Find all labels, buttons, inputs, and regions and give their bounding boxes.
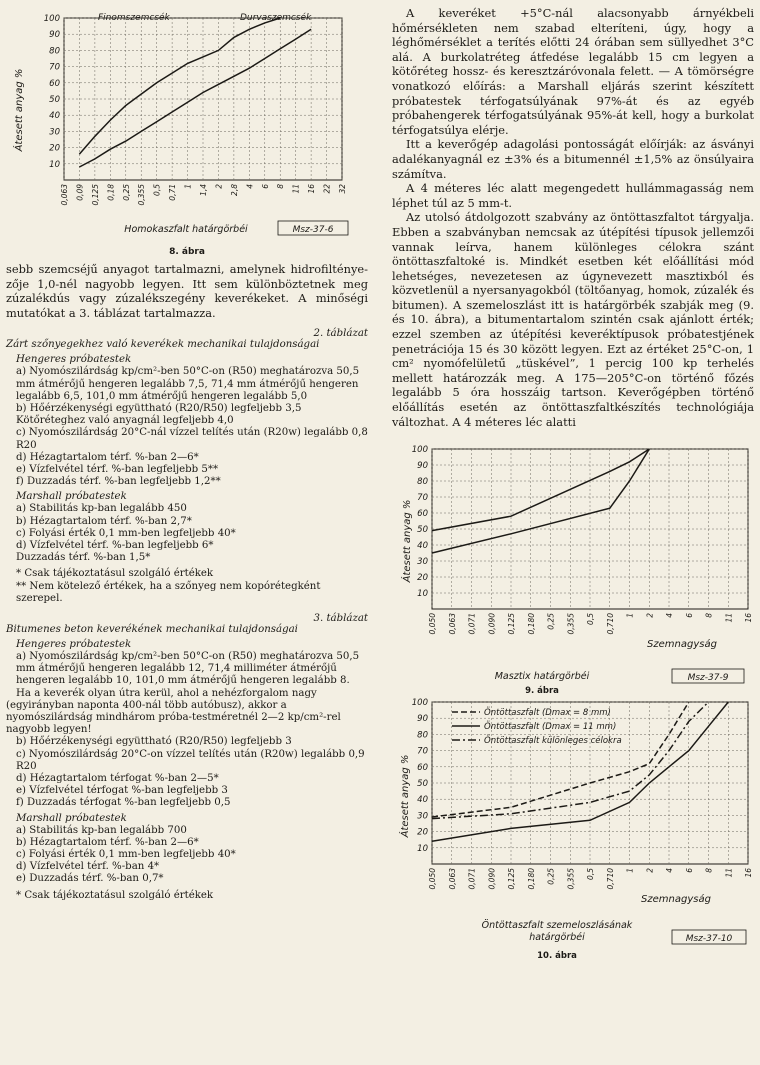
y-tick-label: 20 xyxy=(417,573,428,584)
fig10-legend xyxy=(452,707,622,746)
right-paragraph-2: Itt a keverőgép adagolási pontosságát előírják: az ásványi adalékanyagnál ez ±3% és a bitumennél ±1,5% az önsúlyaira számítva. xyxy=(392,137,754,181)
y-tick-label: 50 xyxy=(417,525,428,536)
series-line-2 xyxy=(79,29,311,167)
y-tick-label: 60 xyxy=(417,509,428,520)
right-column xyxy=(392,0,754,964)
x-tick-label: 11 xyxy=(724,868,734,878)
fig9-series xyxy=(432,449,649,553)
y-tick-label: 30 xyxy=(417,557,428,568)
fig8-label-fine: Finomszemcsék xyxy=(98,13,170,23)
y-tick-label: 100 xyxy=(43,14,60,24)
x-tick-label: 0,355 xyxy=(566,613,576,635)
x-tick-label: 0,5 xyxy=(152,184,162,196)
table-2-item: d) Vízfelvétel térf. %-ban legfeljebb 6* xyxy=(16,540,214,552)
y-tick-label: 70 xyxy=(417,493,428,504)
fig10-legend-3: Öntöttaszfalt különleges célokra xyxy=(484,736,622,747)
table-2-note: * Csak tájékoztatásul szolgáló értékek xyxy=(16,568,214,580)
y-tick-label: 20 xyxy=(49,143,60,154)
x-tick-label: 0,355 xyxy=(566,868,576,890)
fig10-subtitle-2: határgörbéi xyxy=(529,932,585,944)
x-tick-label: 8 xyxy=(704,868,714,873)
x-tick-label: 1 xyxy=(625,868,635,873)
fig10-ylabel: Átesett anyag % xyxy=(400,754,411,838)
table-3-note: * Csak tájékoztatásul szolgáló értékek xyxy=(16,889,214,901)
fig10-y-ticks xyxy=(412,698,428,854)
x-tick-label: 0,71 xyxy=(168,184,178,201)
table-3-item: Ha a keverék olyan útra kerül, ahol a nehézforgalom nagy (egyirányban naponta 400-nál több autóbusz), akkor a nyomószilárdság mindhárom próba-testméretnél 2—2 kp/cm²-rel nagyobb legyen! xyxy=(6,687,341,736)
y-tick-label: 30 xyxy=(417,811,428,822)
x-tick-label: 8 xyxy=(276,184,286,189)
series-line-2 xyxy=(432,449,649,553)
table-2-item: c) Folyási érték 0,1 mm-ben legfeljebb 40* xyxy=(16,527,236,539)
x-tick-label: 2 xyxy=(645,613,655,618)
x-tick-label: 0,180 xyxy=(526,613,536,635)
figure-9-chart xyxy=(392,441,754,696)
x-tick-label: 0,5 xyxy=(586,868,595,881)
x-tick-label: 22 xyxy=(322,184,332,194)
fig8-code: Msz-37-6 xyxy=(292,225,334,235)
table-2-title: Zárt szőnyegekhez való keverékek mechanikai tulajdonságai xyxy=(6,339,320,351)
x-tick-label: 6 xyxy=(684,613,694,618)
y-tick-label: 100 xyxy=(411,698,428,709)
x-tick-label: 0,5 xyxy=(586,613,595,626)
x-tick-label: 0,090 xyxy=(487,868,497,890)
table-2-item: d) Hézagtartalom térf. %-ban 2—6* xyxy=(16,451,199,463)
x-tick-label: 0,071 xyxy=(467,613,477,635)
y-tick-label: 30 xyxy=(49,127,60,138)
y-tick-label: 10 xyxy=(417,589,428,600)
fig10-x-ticks xyxy=(428,868,753,890)
table-3-item: e) Duzzadás térf. %-ban 0,7* xyxy=(16,873,164,885)
right-paragraph-1: A keveréket +5°C-nál alacsonyabb árnyékbeli hőmérsékleten nem szabad elteríteni, úgy, hogy a léghőmérséklet a terítés előtti 24 órában sem süllyedhet 3°C alá. A burkolatréteg átfedése legalább 15 cm legyen a kötőréteg hossz- és keresztzáróvonala felett. — A tömörségre vonatkozó előírás: a Marshall eljárás szerint készített próbatestek térfogatsúlyának 97%-át és az egyéb próbahengerek térfogatsúlyának 95%-át kell, hogy a burkolat térfogatsúlya elérje. xyxy=(392,6,754,137)
fig8-series xyxy=(79,18,311,167)
x-tick-label: 11 xyxy=(291,184,301,194)
y-tick-label: 70 xyxy=(417,746,428,757)
fig9-y-ticks xyxy=(412,445,428,599)
x-tick-label: 0,09 xyxy=(75,184,85,201)
x-tick-label: 0,710 xyxy=(605,868,615,890)
y-tick-label: 80 xyxy=(417,477,428,488)
x-tick-label: 0,25 xyxy=(546,868,556,885)
fig8-x-ticks xyxy=(60,184,347,206)
fig9-subtitle: Masztix határgörbéi xyxy=(494,671,590,683)
figure-8-chart xyxy=(6,0,368,262)
x-tick-label: 4 xyxy=(245,184,255,189)
y-tick-label: 80 xyxy=(417,730,428,741)
x-tick-label: 8 xyxy=(704,613,714,618)
x-tick-label: 32 xyxy=(338,184,347,194)
table-3-item: e) Vízfelvétel térfogat %-ban legfeljebb 3 xyxy=(16,785,228,797)
y-tick-label: 50 xyxy=(417,779,428,790)
series-line-1 xyxy=(432,449,649,531)
figure-10-chart xyxy=(392,696,754,964)
table-3-item: d) Vízfelvétel térf. %-ban 4* xyxy=(16,861,160,873)
table-2-item: a) Nyomószilárdság kp/cm²-ben 50°C-on (R50) meghatározva 50,5 mm átmérőjű hengeren legalább 7,5, 71,4 mm átmérőjű hengeren legalább 6,5, 101,0 mm átmérőjű hengeren legalább 5,0 xyxy=(16,366,360,402)
fig9-x-ticks xyxy=(428,613,753,635)
fig10-code: Msz-37-10 xyxy=(685,934,733,945)
left-paragraph-1: sebb szemcséjű anyagot tartalmazni, amelynek hidrofiltényezője 1,0-nél nagyobb legyen. Itt sem különböztetnek meg zúzalékdús vagy zúzalékszegény keverékeket. A minőségi mutatókat a 3. táblázat tartalmazza. xyxy=(6,262,368,320)
x-tick-label: 0,125 xyxy=(507,868,516,890)
fig8-xlabel: Homokaszfalt határgörbéi xyxy=(124,224,248,235)
x-tick-label: 4 xyxy=(665,613,674,618)
table-3-item: b) Hézagtartalom térf. %-ban 2—6* xyxy=(16,836,199,848)
x-tick-label: 0,355 xyxy=(137,184,147,206)
fig9-xlabel: Szemnagyság xyxy=(647,639,717,651)
table-2-item: b) Hőérzékenységi együttható (R20/R50) legfeljebb 3,5 Kötőréteghez való anyagnál legfeljebb 4,0 xyxy=(16,402,302,427)
y-tick-label: 80 xyxy=(49,46,60,57)
table-3-number: 3. táblázat xyxy=(313,613,368,625)
y-tick-label: 100 xyxy=(411,445,428,456)
table-3-item: d) Hézagtartalom térfogat %-ban 2—5* xyxy=(16,773,219,785)
table-3-item: f) Duzzadás térfogat %-ban legfeljebb 0,5 xyxy=(16,797,231,809)
left-column xyxy=(6,0,368,902)
y-tick-label: 90 xyxy=(417,461,428,472)
x-tick-label: 0,063 xyxy=(447,868,457,890)
y-tick-label: 90 xyxy=(417,714,428,725)
table-3-sub-marshall: Marshall próbatestek xyxy=(16,812,127,824)
fig8-ylabel: Átesett anyag % xyxy=(14,68,25,152)
fig10-caption: 10. ábra xyxy=(537,951,577,962)
table-2-item: e) Vízfelvétel térf. %-ban legfeljebb 5** xyxy=(16,464,219,475)
y-tick-label: 40 xyxy=(417,541,428,552)
series-line-1 xyxy=(79,18,280,154)
table-3-item: a) Nyomószilárdság kp/cm²-ben 50°C-on (R50) meghatározva 50,5 mm átmérőjű hengeren legalább 12, 71,4 milliméter átmérőjű hengeren legalább 10, 101,0 mm átmérőjű hengeren legalább 8. xyxy=(16,651,360,687)
x-tick-label: 0,050 xyxy=(428,868,437,890)
table-2-item: a) Stabilitás kp-ban legalább 450 xyxy=(16,503,187,515)
y-tick-label: 40 xyxy=(417,795,428,806)
table-3-item: b) Hőérzékenységi együttható (R20/R50) legfeljebb 3 xyxy=(16,736,292,748)
x-tick-label: 0,125 xyxy=(90,184,100,206)
table-2-item: f) Duzzadás térf. %-ban legfeljebb 1,2** xyxy=(16,476,221,488)
x-tick-label: 0,25 xyxy=(121,184,131,201)
table-3-title: Bitumenes beton keverékének mechanikai tulajdonságai xyxy=(6,624,298,636)
x-tick-label: 16 xyxy=(307,184,317,194)
series-line-1 xyxy=(432,702,689,817)
x-tick-label: 0,180 xyxy=(526,868,536,890)
x-tick-label: 0,050 xyxy=(428,613,437,635)
x-tick-label: 6 xyxy=(260,184,270,189)
x-tick-label: 4 xyxy=(665,868,674,873)
fig9-grid xyxy=(432,449,748,609)
x-tick-label: 1 xyxy=(183,184,193,189)
fig9-ylabel: Átesett anyag % xyxy=(402,499,413,583)
table-2-number: 2. táblázat xyxy=(313,328,368,340)
fig10-legend-2: Öntöttaszfalt (Dmax = 11 mm) xyxy=(484,722,617,733)
table-3-item: c) Folyási érték 0,1 mm-ben legfeljebb 40* xyxy=(16,849,236,861)
fig8-grid xyxy=(64,18,342,180)
y-tick-label: 60 xyxy=(49,78,60,89)
y-tick-label: 10 xyxy=(49,159,60,170)
y-tick-label: 90 xyxy=(49,30,60,41)
fig10-xlabel: Szemnagyság xyxy=(641,894,711,906)
table-3-sub-cylinder: Hengeres próbatestek xyxy=(16,639,132,651)
x-tick-label: 2,8 xyxy=(229,184,239,196)
x-tick-label: 0,063 xyxy=(60,184,69,206)
y-tick-label: 10 xyxy=(417,844,428,855)
table-2-sub-cylinder: Hengeres próbatestek xyxy=(16,354,132,366)
x-tick-label: 0,090 xyxy=(487,613,497,635)
x-tick-label: 16 xyxy=(744,868,753,878)
x-tick-label: 6 xyxy=(684,868,694,873)
fig10-legend-1: Öntöttaszfalt (Dmax = 8 mm) xyxy=(484,708,611,719)
x-tick-label: 2 xyxy=(645,868,655,873)
y-tick-label: 40 xyxy=(49,111,60,122)
table-2-note: ** Nem kötelező értékek, ha a szőnyeg nem kopórétegként szerepel. xyxy=(16,580,321,604)
fig8-label-coarse: Durvaszemcsék xyxy=(240,13,312,23)
y-tick-label: 70 xyxy=(49,62,60,73)
y-tick-label: 50 xyxy=(49,95,60,105)
right-paragraph-4: Az utolsó átdolgozott szabvány az öntöttaszfaltot tárgyalja. Ebben a szabványban nemcsak az útépítési típusok jellemzői vannak leírva, hanem különleges célokra szánt öntöttaszfaltoké is. Mindkét esetben két előállítási mód lehetséges, nevezetesen az úgynevezett masztixból és közvetlenül a nyersanyagokból (töltőanyag, homok, zúzalék és bitumen). A szemeloszlást itt is határgörbék szabják meg (9. és 10. ábra), a bitumentartalom szintén csak ajánlott érték; ezzel szemben az útépítési keveréktípusok próbatestjének penetrációja 15 és 30 között legyen. Ezt az értéket 25°C-on, 1 cm² nyomófelületű „tüskével”, 1 percig 100 kp terhelés mellett határozzák meg. A 175—205°C-on történő főzés legalább 5 óra hosszáig tartson. Keverőgépben történő előállítás esetén az öntöttaszfaltkészítés technológiája változhat. A 4 méteres léc alatti xyxy=(392,210,754,429)
x-tick-label: 16 xyxy=(744,613,753,623)
x-tick-label: 1 xyxy=(625,613,635,618)
x-tick-label: 1,4 xyxy=(199,184,208,196)
x-tick-label: 0,25 xyxy=(546,613,556,630)
y-tick-label: 20 xyxy=(417,827,428,838)
x-tick-label: 0,710 xyxy=(605,613,615,635)
fig8-y-ticks xyxy=(44,14,60,170)
x-tick-label: 0,071 xyxy=(467,868,477,890)
fig10-subtitle-1: Öntöttaszfalt szemeloszlásának xyxy=(481,920,633,932)
table-2-item: b) Hézagtartalom térf. %-ban 2,7* xyxy=(16,515,192,527)
y-tick-label: 60 xyxy=(417,763,428,774)
table-2-item: Duzzadás térf. %-ban 1,5* xyxy=(16,552,151,564)
x-tick-label: 0,063 xyxy=(447,613,457,635)
x-tick-label: 0,125 xyxy=(507,613,516,635)
fig9-caption: 9. ábra xyxy=(525,686,559,697)
fig9-code: Msz-37-9 xyxy=(687,673,729,684)
fig8-caption: 8. ábra xyxy=(169,247,205,257)
table-2-item: c) Nyomószilárdság 20°C-nál vízzel telítés után (R20w) legalább 0,8 R20 xyxy=(16,427,368,451)
table-3-item: c) Nyomószilárdság 20°C-on vízzel telítés után (R20w) legalább 0,9 R20 xyxy=(16,748,365,772)
table-2-sub-marshall: Marshall próbatestek xyxy=(16,491,127,503)
table-3-item: a) Stabilitás kp-ban legalább 700 xyxy=(16,824,187,836)
x-tick-label: 0,18 xyxy=(106,184,116,201)
x-tick-label: 2 xyxy=(214,184,224,189)
right-paragraph-3: A 4 méteres léc alatt megengedett hullámmagasság nem léphet túl az 5 mm-t. xyxy=(392,181,754,210)
x-tick-label: 11 xyxy=(724,613,734,623)
